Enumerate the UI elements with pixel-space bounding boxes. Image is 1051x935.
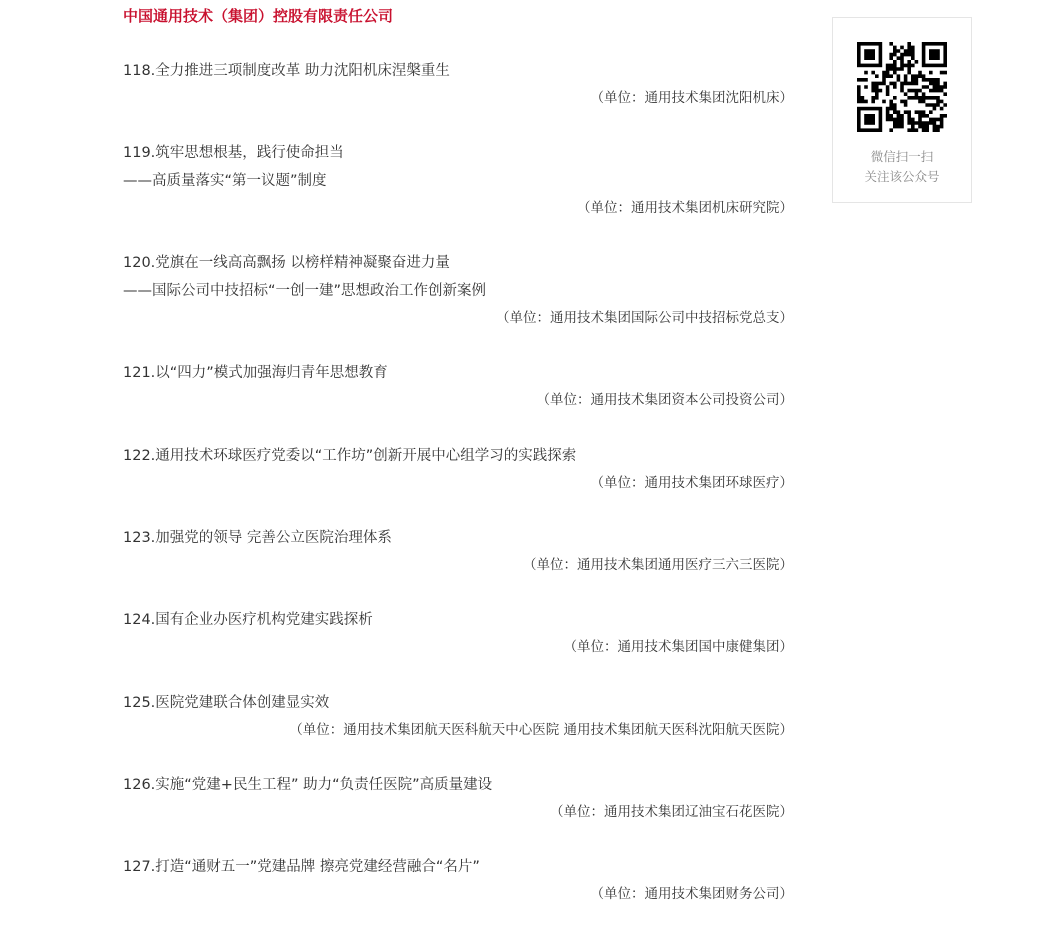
list-item[interactable] [123, 442, 793, 496]
list-item[interactable] [123, 359, 793, 413]
entry-unit: （单位：通用技术集团辽油宝石花医院） [550, 804, 793, 820]
list-item[interactable] [123, 771, 793, 825]
entry-title[interactable]: 127.打造“通财五一”党建品牌 擦亮党建经营融合“名片” [123, 859, 480, 875]
entry-unit: （单位：通用技术集团机床研究院） [577, 200, 793, 216]
qr-code-icon[interactable] [857, 42, 947, 132]
entry-title[interactable]: 126.实施“党建+民生工程” 助力“负责任医院”高质量建设 [123, 777, 493, 793]
qr-caption-scan: 微信扫一扫 [870, 149, 934, 164]
list-item[interactable] [123, 57, 793, 111]
entry-unit: （单位：通用技术集团航天医科航天中心医院 通用技术集团航天医科沈阳航天医院） [289, 722, 793, 738]
entry-title[interactable]: 121.以“四力”模式加强海归青年思想教育 [123, 365, 388, 381]
entry-unit: （单位：通用技术集团资本公司投资公司） [536, 392, 793, 408]
entry-title[interactable]: 118.全力推进三项制度改革 助力沈阳机床涅槃重生 [123, 63, 450, 79]
entry-unit: （单位：通用技术集团国际公司中技招标党总支） [496, 310, 793, 326]
list-item[interactable] [123, 524, 793, 578]
entry-title[interactable]: 119.筑牢思想根基，践行使命担当 [123, 145, 344, 161]
entry-subtitle[interactable]: ——高质量落实“第一议题”制度 [123, 173, 327, 189]
entry-unit: （单位：通用技术集团环球医疗） [590, 475, 793, 491]
list-item[interactable] [123, 249, 793, 331]
qr-follow-card [832, 17, 972, 203]
entry-unit: （单位：通用技术集团国中康健集团） [563, 639, 793, 655]
list-item[interactable] [123, 606, 793, 660]
entry-title[interactable]: 122.通用技术环球医疗党委以“工作坊”创新开展中心组学习的实践探索 [123, 448, 577, 464]
entry-unit: （单位：通用技术集团通用医疗三六三医院） [523, 557, 793, 573]
entry-title[interactable]: 123.加强党的领导 完善公立医院治理体系 [123, 530, 392, 546]
entry-subtitle[interactable]: ——国际公司中技招标“一创一建”思想政治工作创新案例 [123, 283, 487, 299]
section-title: 中国通用技术（集团）控股有限责任公司 [123, 7, 394, 25]
entry-title[interactable]: 120.党旗在一线高高飘扬 以榜样精神凝聚奋进力量 [123, 255, 450, 271]
list-item[interactable] [123, 689, 793, 743]
entry-title[interactable]: 124.国有企业办医疗机构党建实践探析 [123, 612, 373, 628]
qr-caption-follow: 关注该公众号 [864, 169, 940, 184]
entry-title[interactable]: 125.医院党建联合体创建显实效 [123, 695, 330, 711]
list-item[interactable] [123, 139, 793, 221]
entry-unit: （单位：通用技术集团沈阳机床） [590, 90, 793, 106]
list-item[interactable] [123, 853, 793, 907]
entry-unit: （单位：通用技术集团财务公司） [590, 886, 793, 902]
